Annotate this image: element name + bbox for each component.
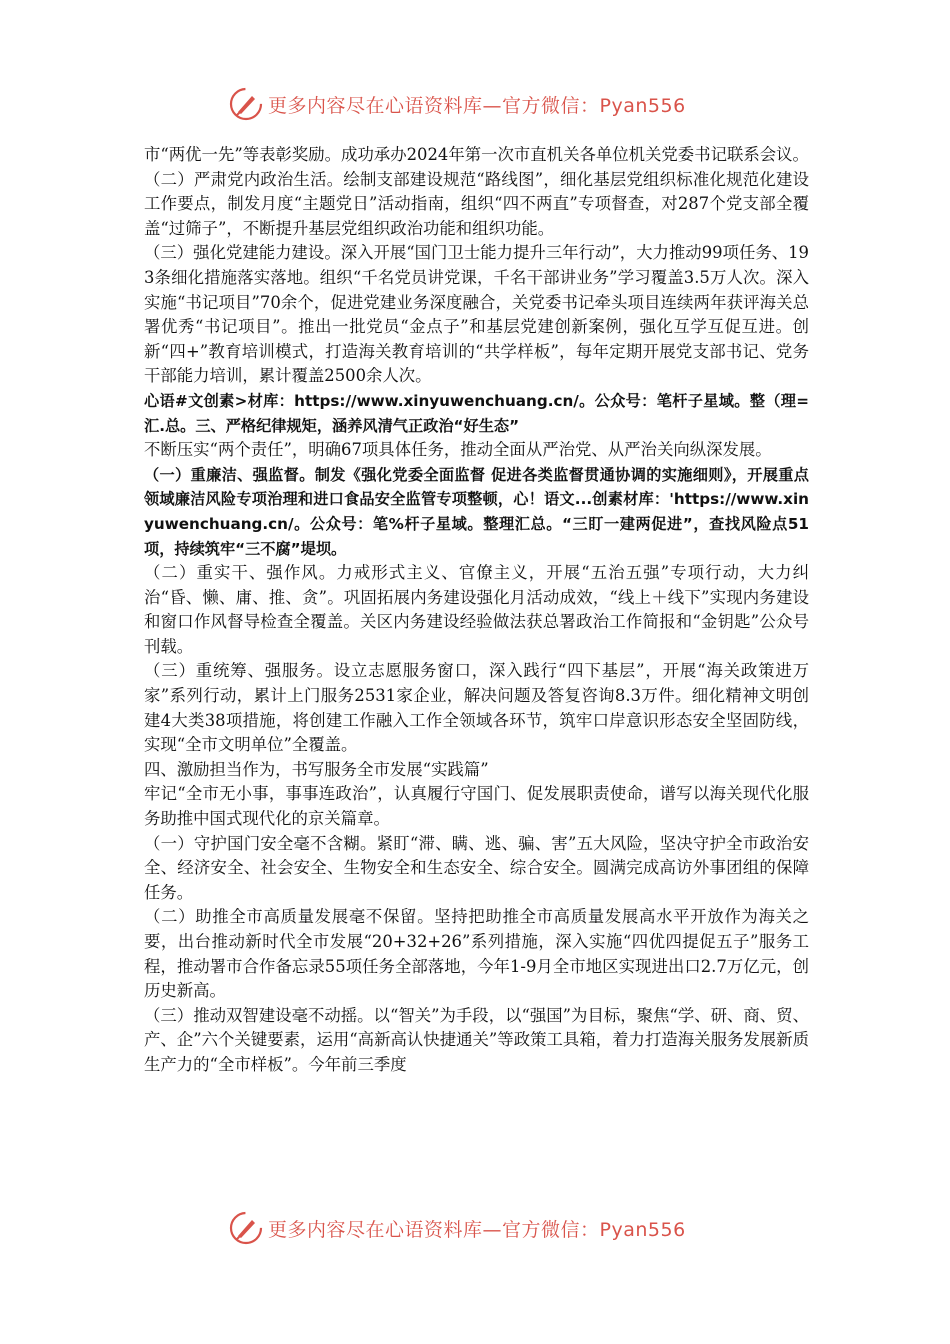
header-banner xyxy=(228,84,728,124)
paragraph: （三）强化党建能力建设。深入开展“国门卫士能力提升三年行动”，大力推动99项任务、193条细化措施落实落地。组织“千名党员讲党课，千名干部讲业务”学习覆盖3.5万人次。深入实施“书记项目”70余个，促进党建业务深度融合，关党委书记牵头项目连续两年获评海关总署优秀“书记项目”。推出一批党员“金点子”和基层党建创新案例，强化互学互促互进。创新“四+”教育培训模式，打造海关教育培训的“共学样板”，每年定期开展党支部书记、党务干部能力培训，累计覆盖2500余人次。 xyxy=(144,243,809,386)
paragraph: 市“两优一先”等表彰奖励。成功承办2024年第一次市直机关各单位机关党委书记联系会议。 xyxy=(144,145,809,164)
footer-banner-text: 更多内容尽在心语资料库—官方微信：Pyan556 xyxy=(268,1218,686,1241)
paragraph: （二）严肃党内政治生活。绘制支部建设规范“路线图”，细化基层党组织标准化规范化建设工作要点，制发月度“主题党日”活动指南，组织“四不两直”专项督查，对287个党支部全覆盖“过筛子”，不断提升基层党组织政治功能和组织功能。 xyxy=(144,169,809,238)
watermark-paragraph: （一）重廉洁、强监督。制发《强化党委全面监督 促进各类监督贯通协调的实施细则》，开展重点领域廉洁风险专项治理和进口食品安全监管专项整顿，心！语文...创素材库：'https://www.xinyuwenchuang.cn/。公众号：笔%杆子星域。整理汇总。“三盯一建两促进”，查找风险点51项，持续筑牢“三不腐”堤坝。 xyxy=(144,465,809,558)
paragraph: 牢记“全市无小事，事事连政治”，认真履行守国门、促发展职责使命，谱写以海关现代化服务助推中国式现代化的京关篇章。 xyxy=(144,784,809,829)
paragraph: （二）重实干、强作风。力戒形式主义、官僚主义，开展“五治五强”专项行动，大力纠治“昏、懒、庸、推、贪”。巩固拓展内务建设强化月活动成效，“线上＋线下”实现内务建设和窗口作风督导检查全覆盖。关区内务建设经验做法获总署政治工作简报和“金钥匙”公众号刊载。 xyxy=(144,563,809,656)
watermark-paragraph: 心语#文创素>材库：https://www.xinyuwenchuang.cn/。公众号：笔杆子星域。整（理=汇.总。三、严格纪律规矩，涵养风清气正政治“好生态” xyxy=(144,391,809,435)
paragraph: （三）重统筹、强服务。设立志愿服务窗口，深入践行“四下基层”，开展“海关政策进万家”系列行动，累计上门服务2531家企业，解决问题及答复咨询8.3万件。细化精神文明创建4大类38项措施，将创建工作融入工作全领域各环节，筑牢口岸意识形态安全坚固防线，实现“全市文明单位”全覆盖。 xyxy=(144,661,809,755)
document-body xyxy=(144,143,809,1078)
paragraph: 不断压实“两个责任”，明确67项具体任务，推动全面从严治党、从严治关向纵深发展。 xyxy=(144,440,772,460)
paragraph: （三）推动双智建设毫不动摇。以“智关”为手段，以“强国”为目标，聚焦“学、研、商、贸、产、企”六个关键要素，运用“高新高认快捷通关”等政策工具箱，着力打造海关服务发展新质生产力的“全市样板”。今年前三季度 xyxy=(144,1005,809,1074)
footer-banner xyxy=(228,1208,728,1248)
paragraph: （二）助推全市高质量发展毫不保留。坚持把助推全市高质量发展高水平开放作为海关之要，出台推动新时代全市发展“20+32+26”系列措施，深入实施“四优四提促五子”服务工程，推动署市合作备忘录55项任务全部落地，今年1-9月全市地区实现进出口2.7万亿元，创历史新高。 xyxy=(144,907,809,1001)
pen-swirl-logo-icon xyxy=(228,86,264,122)
header-banner-text: 更多内容尽在心语资料库—官方微信：Pyan556 xyxy=(268,94,686,117)
section-heading: 四、激励担当作为，书写服务全市发展“实践篇” xyxy=(144,759,489,779)
pen-swirl-logo-icon xyxy=(228,1210,264,1246)
paragraph: （一）守护国门安全毫不含糊。紧盯“滞、瞒、逃、骗、害”五大风险，坚决守护全市政治安全、经济安全、社会安全、生物安全和生态安全、综合安全。圆满完成高访外事团组的保障任务。 xyxy=(144,833,809,902)
